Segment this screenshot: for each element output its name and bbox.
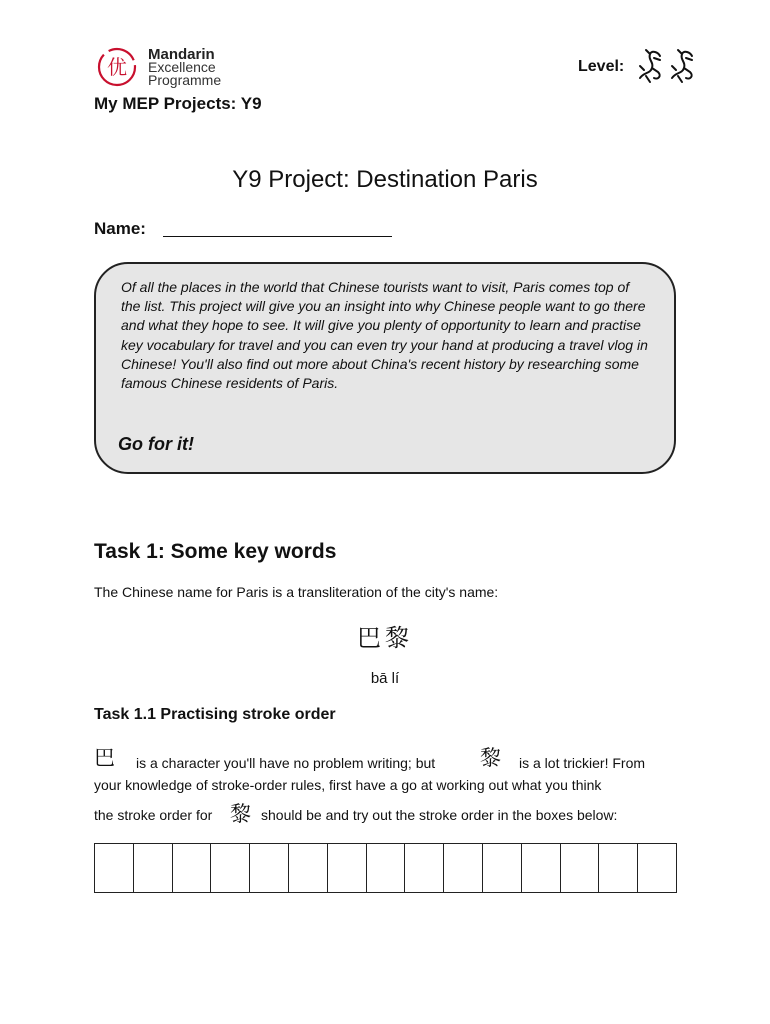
stroke-box[interactable] — [173, 844, 212, 892]
stroke-text-line-1 — [94, 742, 694, 770]
intro-box — [94, 262, 676, 474]
level-label: Level: — [578, 58, 625, 75]
stroke-text-part-2: is a lot trickier! From — [519, 755, 646, 771]
logo-line-3: Programme — [148, 72, 222, 88]
name-field[interactable] — [163, 236, 392, 237]
stroke-box[interactable] — [638, 844, 676, 892]
task1-heading: Task 1: Some key words — [94, 540, 337, 563]
stroke-box[interactable] — [405, 844, 444, 892]
mep-logo — [96, 44, 236, 94]
stroke-box[interactable] — [599, 844, 638, 892]
logo-line-1: Mandarin — [148, 46, 215, 63]
projects-heading: My MEP Projects: Y9 — [94, 94, 262, 113]
stroke-order-grid — [94, 843, 677, 893]
stroke-box[interactable] — [134, 844, 173, 892]
logo-line-2: Excellence — [148, 59, 216, 75]
paris-pinyin: bā lí — [370, 670, 400, 687]
stroke-box[interactable] — [250, 844, 289, 892]
paris-characters: 巴黎 — [357, 624, 413, 652]
stroke-box[interactable] — [289, 844, 328, 892]
mep-logo-mark — [96, 46, 138, 88]
stroke-box[interactable] — [444, 844, 483, 892]
stroke-text-part-3: the stroke order for — [94, 807, 213, 823]
character-li: 黎 — [480, 746, 501, 770]
logo-character: 优 — [107, 55, 127, 79]
intro-cta: Go for it! — [118, 434, 194, 454]
stroke-box[interactable] — [561, 844, 600, 892]
character-ba: 巴 — [94, 746, 115, 770]
stroke-text-line-3 — [94, 798, 714, 826]
stroke-box[interactable] — [95, 844, 134, 892]
dragon-icon — [672, 50, 692, 82]
stroke-text-line-2: your knowledge of stroke-order rules, first have a go at working out what you think — [94, 777, 602, 793]
stroke-box[interactable] — [483, 844, 522, 892]
stroke-text-part-4: should be and try out the stroke order in the boxes below: — [261, 807, 618, 823]
task1-description: The Chinese name for Paris is a transliteration of the city's name: — [94, 584, 499, 600]
level-dragons — [636, 48, 702, 84]
stroke-box[interactable] — [328, 844, 367, 892]
stroke-text-part-1: is a character you'll have no problem writing; but — [136, 755, 436, 771]
intro-text: Of all the places in the world that Chinese tourists want to visit, Paris comes top of the list. This project will give you an insight into why Chinese people want to go there and what they hope to see. It will give you plenty of opportunity to learn and practise key vocabulary for travel and you can even try your hand at producing a travel vlog in Chinese! You'll also find out more about China's recent history by researching some famous Chinese residents of Paris. — [121, 279, 648, 392]
stroke-box[interactable] — [211, 844, 250, 892]
dragon-icon — [640, 50, 660, 82]
task1-1-heading: Task 1.1 Practising stroke order — [94, 706, 336, 723]
stroke-box[interactable] — [522, 844, 561, 892]
character-li-2: 黎 — [230, 802, 251, 826]
name-label: Name: — [94, 219, 146, 238]
page-title: Y9 Project: Destination Paris — [232, 166, 538, 193]
stroke-box[interactable] — [367, 844, 406, 892]
